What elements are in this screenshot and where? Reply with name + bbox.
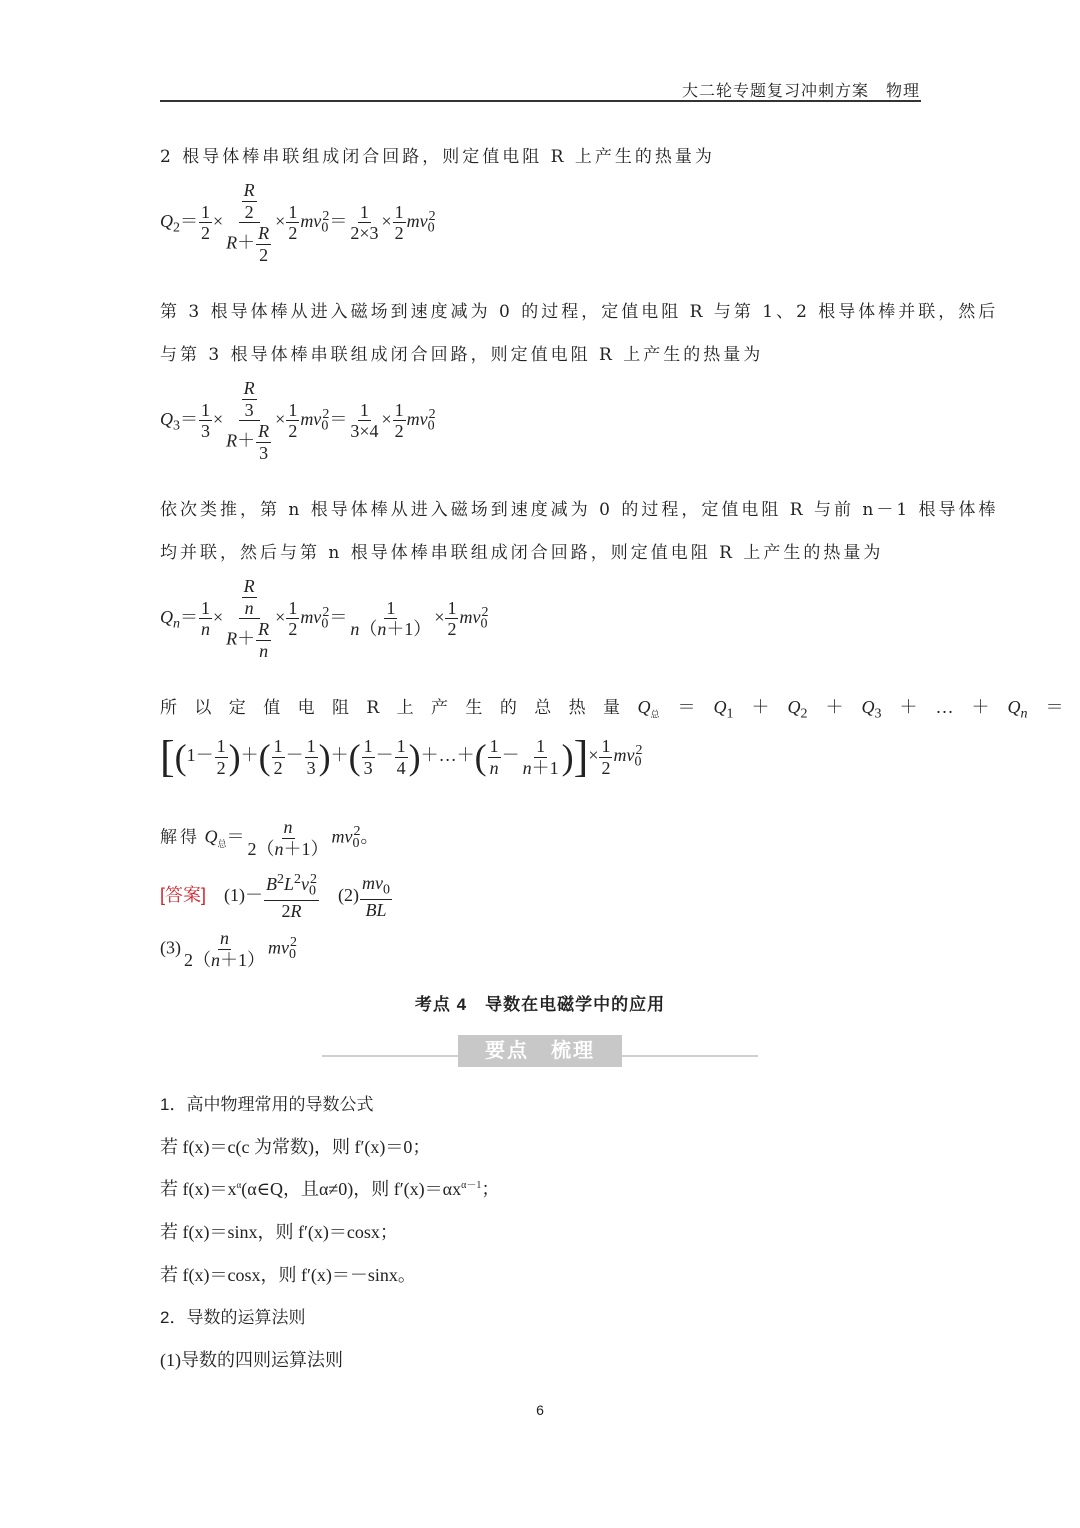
paragraph-qn-intro-1: 依次类推，第 n 根导体棒从进入磁场到速度减为 0 的过程，定值电阻 R 与前 n－1 根导体棒 (160, 500, 999, 520)
key-points-banner: 要点 梳理 (458, 1035, 622, 1067)
banner-line-left (322, 1055, 458, 1057)
total-heat-text: 所 以 定 值 电 阻 R 上 产 生 的 总 热 量 (160, 698, 624, 718)
paragraph-q3-intro-2: 与第 3 根导体棒串联组成闭合回路，则定值电阻 R 上产生的热量为 (160, 345, 764, 365)
equation-solution: 解得 $Q_总=$ $\frac{n}{2(n+1)}$ $mv_0^2$。 (160, 817, 379, 859)
section-title: 考点 4 导数在电磁学中的应用 (414, 995, 666, 1014)
rule-constant: 若 f(x)＝c(c 为常数)，则 f′(x)＝0； (160, 1137, 431, 1157)
rule-sin: 若 f(x)＝sinx，则 f′(x)＝cosx； (160, 1222, 398, 1242)
banner-line-right (622, 1055, 758, 1057)
equation-sum: [(1－ $\frac{1}{2}$ )＋( $\frac{1}{2}$ － $\frac{1}{3}$ )＋( $\frac{1}{3}$ － $\frac{1}{4}$ )＋…＋( $\frac{1}{n}$ － $\frac{1}{n+1}$ )]× $\frac{1}{2}$ $mv_0^2$ (160, 732, 643, 781)
answer-line: [答案] (1)－ $\frac{B^2L^2v_0^2}{2R}$ (2) $\frac{mv_0}{BL}$ (160, 872, 391, 921)
rule-cos: 若 f(x)＝cosx，则 f′(x)＝－sinx。 (160, 1265, 416, 1285)
header-subject: 物理 (885, 81, 920, 100)
rule-power-mid: (α∈Q，且α≠0)，则 f′(x)＝αx (241, 1179, 462, 1199)
heading-derivative-formulas: 1．高中物理常用的导数公式 (160, 1095, 374, 1114)
equation-q2: $Q_2=$ $\frac{1}{2}$ × $\frac{R}{2}$ R＋ $\frac{R}{2}$ × $\frac{1}{2}$ $mv_0^2=$ $\frac{1}{2\times 3}$ × $\frac{1}{2}$ $mv_0^2$ (160, 180, 436, 266)
page-number: 6 (536, 1402, 544, 1418)
answer-line-3: (3) $\frac{n}{2(n+1)}$ $mv_0^2$ (160, 928, 297, 970)
equation-q3: $Q_3=$ $\frac{1}{3}$ × $\frac{R}{3}$ R＋ $\frac{R}{3}$ × $\frac{1}{2}$ $mv_0^2=$ $\frac{1}{3\times 4}$ × $\frac{1}{2}$ $mv_0^2$ (160, 378, 436, 464)
rule-power: 若 $f(x)=x^\alpha(\alpha\in Q$，且α≠0)，则 $f'(x)=\alpha x^{\alpha-1}$； (160, 1179, 500, 1199)
paragraph-q2-intro: 2 根导体棒串联组成闭合回路，则定值电阻 R 上产生的热量为 (160, 147, 715, 167)
running-header (682, 78, 920, 101)
paragraph-q3-intro-1: 第 3 根导体棒从进入磁场到速度减为 0 的过程，定值电阻 R 与第 1、2 根导体棒并联，然后 (160, 302, 999, 322)
paragraph-qn-intro-2: 均并联，然后与第 n 根导体棒串联组成闭合回路，则定值电阻 R 上产生的热量为 (160, 543, 884, 563)
equation-qn: $Q_n=$ $\frac{1}{n}$ × $\frac{R}{n}$ R＋ $\frac{R}{n}$ × $\frac{1}{2}$ $mv_0^2=$ $\frac{1}{n(n+1)}$ × $\frac{1}{2}$ $mv_0^2$ (160, 576, 489, 662)
solution-prefix: 解得 (160, 827, 200, 847)
answer-label: [答案] (160, 884, 207, 905)
header-title: 大二轮专题复习冲刺方案 (681, 81, 869, 100)
header-rule (160, 100, 921, 102)
rule-power-pre: 若 f(x)＝x (160, 1179, 237, 1199)
heading-derivative-rules: 2．导数的运算法则 (160, 1308, 306, 1327)
subheading-four-rules: (1)导数的四则运算法则 (160, 1350, 343, 1370)
paragraph-total-heat: 所 以 定 值 电 阻 R 上 产 生 的 总 热 量 $Q_总$ ＝ $Q_1$ ＋ $Q_2$ ＋ $Q_3$ ＋ … ＋ $Q_n$ ＝ (160, 697, 1064, 722)
